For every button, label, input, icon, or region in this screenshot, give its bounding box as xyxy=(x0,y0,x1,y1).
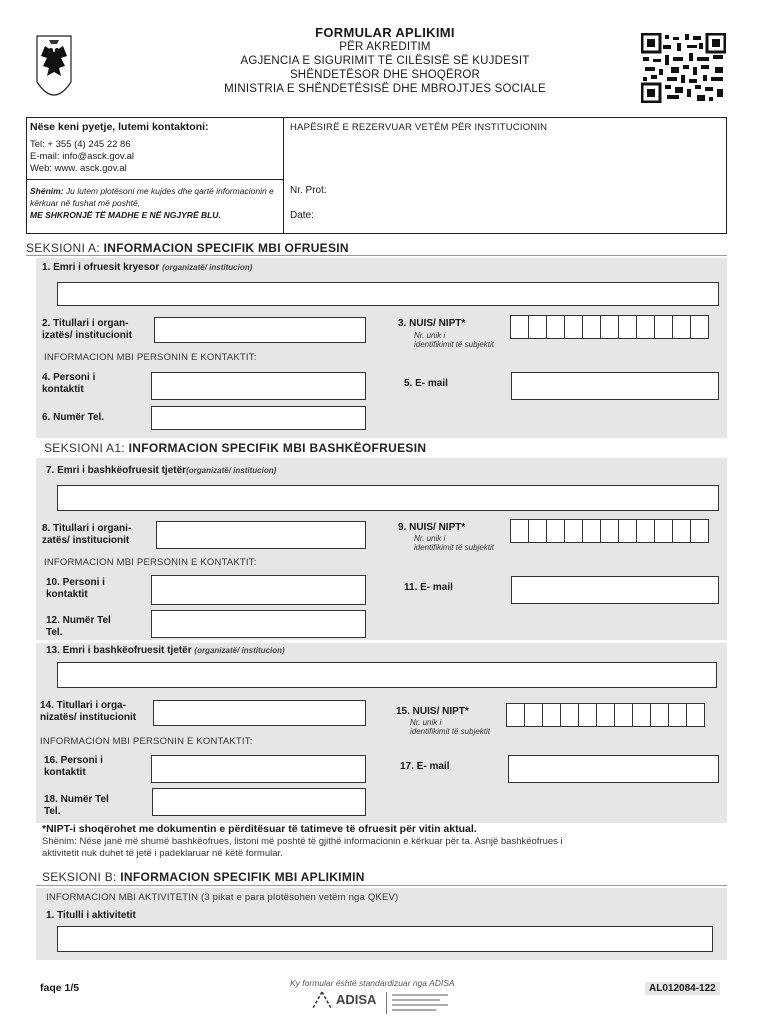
note-label: Shënim: xyxy=(30,186,64,196)
form-code: AL012084-122 xyxy=(645,982,720,995)
note-text: Ju lutem plotësoni me kujdes dhe qartë informacionin e kërkuar në fushat më poshtë, xyxy=(30,186,274,208)
contact-info-label: INFORMACION MBI PERSONIN E KONTAKTIT: xyxy=(44,352,257,363)
section-a1-header: SEKSIONI A1: INFORMACION SPECIFIK MBI BASHKËOFRUESIN xyxy=(44,441,427,455)
header-line: PËR AKREDITIM xyxy=(339,41,431,53)
coprovider-2-head-input[interactable] xyxy=(153,700,366,726)
field-2-label: 2. Titullari i organ- izatës/ institucionit xyxy=(42,318,133,341)
email-input[interactable] xyxy=(508,755,719,783)
nuis-hint: Nr. unik i identifikimit të subjektit xyxy=(410,718,491,736)
reserved-date: Date: xyxy=(290,210,314,221)
section-a-header: SEKSIONI A: INFORMACION SPECIFIK MBI OFRUESIN xyxy=(26,241,349,255)
header-line: SHËNDETËSOR DHE SHOQËROR xyxy=(289,69,481,81)
field-5-label: 5. E- mail xyxy=(404,378,448,389)
contact-info-label: INFORMACION MBI PERSONIN E KONTAKTIT: xyxy=(44,557,257,568)
header-line: AGJENCIA E SIGURIMIT TË CILËSISË SË KUJDESIT xyxy=(240,55,530,67)
field-9-label: 9. NUIS/ NIPT* xyxy=(398,522,466,533)
contact-person-input[interactable] xyxy=(151,755,366,783)
activity-title-label: 1. Titulli i aktivitetit xyxy=(46,910,136,921)
field-7-label: 7. Emri i bashkëofruesit tjetër(organizatë/ institucion) xyxy=(46,465,277,476)
provider-name-input[interactable] xyxy=(57,282,719,306)
field-4-label: 4. Personi i kontaktit xyxy=(42,372,96,395)
standardized-note: Ky formular është standardizuar nga ADISA xyxy=(290,978,455,988)
email-input[interactable] xyxy=(511,372,719,400)
field-16-label: 16. Personi i kontaktit xyxy=(44,755,103,778)
nuis-input[interactable] xyxy=(506,703,704,727)
email-input[interactable] xyxy=(511,576,719,604)
field-8-label: 8. Titullari i organi- zatës/ institucionit xyxy=(42,523,132,546)
field-11-label: 11. E- mail xyxy=(404,582,453,593)
form-header xyxy=(200,25,570,96)
coprovider-name-input[interactable] xyxy=(57,485,719,511)
coprovider-2-name-input[interactable] xyxy=(57,662,717,688)
field-17-label: 17. E- mail xyxy=(400,761,450,772)
field-1-label: 1. Emri i ofruesit kryesor (organizatë/ institucion) xyxy=(42,262,253,273)
field-15-label: 15. NUIS/ NIPT* xyxy=(396,706,469,717)
adisa-wordmark: ADISA xyxy=(336,992,377,1007)
divider xyxy=(36,885,727,886)
contact-tel: Tel: + 355 (4) 245 22 86 xyxy=(30,139,131,150)
phone-input[interactable] xyxy=(152,788,366,816)
contact-info-label: INFORMACION MBI PERSONIN E KONTAKTIT: xyxy=(40,736,253,747)
divider xyxy=(26,255,727,256)
contact-email: E-mail: info@asck.gov.al xyxy=(30,151,134,162)
coprovider-head-input[interactable] xyxy=(156,521,366,549)
co-provider-note: Shënim: Nëse janë më shumë bashkëofrues, listoni më poshtë të gjithë informacionin e kërkuar për ta. Asnjë bashkëofrues i aktivitetit nuk duhet të jetë i padeklaruar në këtë formular. xyxy=(42,836,563,859)
field-14-label: 14. Titullari i orga- nizatës/ institucionit xyxy=(40,700,137,723)
section-b-header: SEKSIONI B: INFORMACION SPECIFIK MBI APLIKIMIN xyxy=(42,870,365,884)
reserved-prot: Nr. Prot: xyxy=(290,185,327,196)
note-caps: ME SHKRONJË TË MADHE E NË NGJYRË BLU. xyxy=(30,210,221,220)
field-18-label: 18. Numër Tel Tel. xyxy=(44,794,109,817)
contact-note xyxy=(30,185,280,221)
field-12-label: 12. Numër Tel Tel. xyxy=(46,615,111,638)
field-10-label: 10. Personi i kontaktit xyxy=(46,577,105,600)
nuis-input[interactable] xyxy=(510,519,708,543)
adisa-mark-icon xyxy=(310,990,334,1012)
phone-input[interactable] xyxy=(151,610,366,638)
contact-heading: Nëse keni pyetje, lutemi kontaktoni: xyxy=(30,121,209,133)
nuis-input[interactable] xyxy=(510,315,708,339)
qr-code xyxy=(641,33,726,103)
field-6-label: 6. Numër Tel. xyxy=(42,412,105,423)
activity-title-input[interactable] xyxy=(57,926,713,952)
header-line: MINISTRIA E SHËNDETËSISË DHE MBROJTJES SOCIALE xyxy=(224,83,546,95)
contact-person-input[interactable] xyxy=(151,575,366,605)
activity-info-label: INFORMACION MBI AKTIVITETIN (3 pikat e para plotësohen vetëm nga QKEV) xyxy=(46,892,399,903)
field-13-label: 13. Emri i bashkëofruesit tjetër (organizatë/ institucion) xyxy=(46,645,285,656)
reserved-title: HAPËSIRË E REZERVUAR VETËM PËR INSTITUCIONIN xyxy=(290,122,548,133)
phone-input[interactable] xyxy=(151,406,366,430)
contact-web: Web: www. asck.gov.al xyxy=(30,163,127,174)
field-3-label: 3. NUIS/ NIPT* xyxy=(398,318,466,329)
nuis-hint: Nr. unik i identifikimit të subjektit xyxy=(414,534,495,552)
nuis-hint: Nr. unik i identifikimit të subjektit xyxy=(414,331,495,349)
page-number: faqe 1/5 xyxy=(40,982,80,994)
contact-person-input[interactable] xyxy=(151,372,366,400)
coat-of-arms-emblem xyxy=(35,30,73,112)
nipt-note: *NIPT-i shoqërohet me dokumentin e përditësuar të tatimeve të ofruesit për vitin aktual. xyxy=(42,823,477,835)
adisa-logo xyxy=(310,990,460,1016)
provider-head-input[interactable] xyxy=(154,317,366,343)
form-title: FORMULAR APLIKIMI xyxy=(315,25,455,40)
